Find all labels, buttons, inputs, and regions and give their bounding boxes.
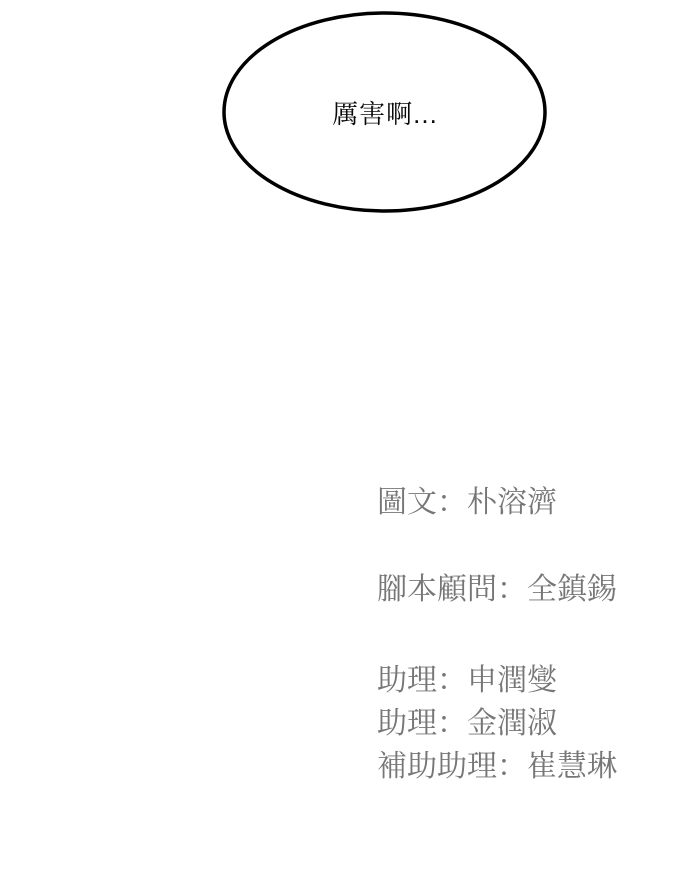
credit-line-art: 圖文：朴溶濟: [377, 486, 557, 519]
credit-line-script-consultant: 腳本顧問：全鎮錫: [377, 573, 617, 606]
credits-block: [377, 481, 617, 788]
credit-line-assistant-1: 助理：申潤燮: [377, 664, 557, 697]
speech-bubble-text: 厲害啊...: [332, 99, 438, 129]
credit-line-assistant-2: 助理：金潤淑: [377, 707, 557, 740]
credit-line-sub-assistant: 補助助理：崔慧琳: [377, 750, 617, 783]
